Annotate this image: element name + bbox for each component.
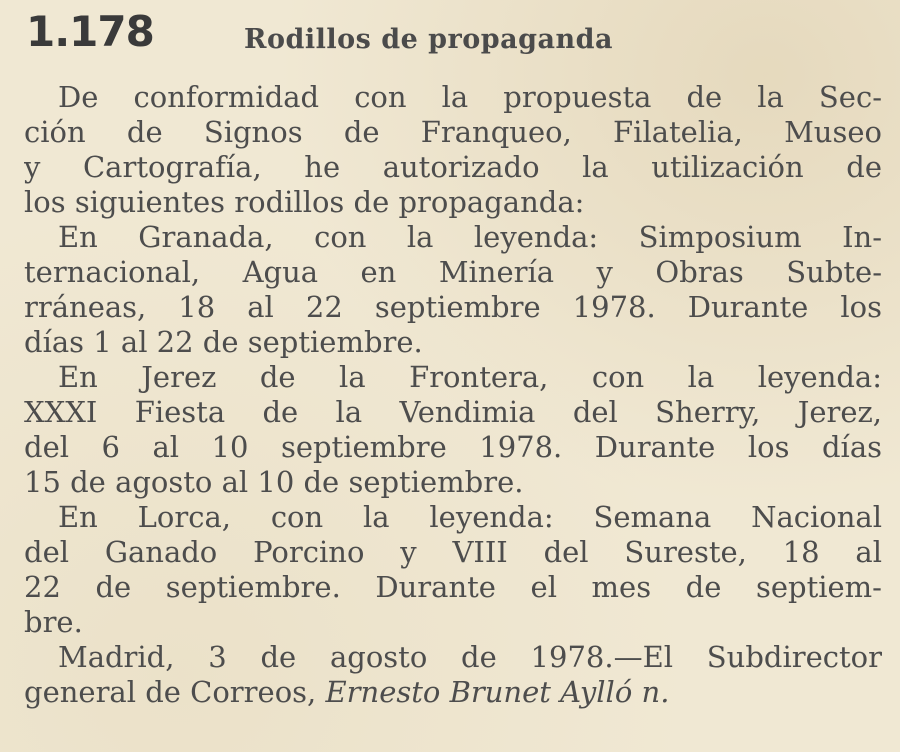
text-line: En Lorca, con la leyenda: Semana Nacional	[58, 500, 882, 534]
article-header	[26, 6, 886, 66]
text-line: del Ganado Porcino y VIII del Sureste, 18 al	[24, 535, 882, 569]
text-line: ción de Signos de Franqueo, Filatelia, Museo	[24, 115, 882, 149]
text-line: De conformidad con la propuesta de la Sec-	[58, 80, 882, 114]
text-line: bre.	[24, 605, 83, 639]
text-line: días 1 al 22 de septiembre.	[24, 325, 423, 359]
text-line: En Jerez de la Frontera, con la leyenda:	[58, 360, 882, 394]
signatory-name: Ernesto Brunet Aylló n.	[325, 675, 670, 709]
text-line: los siguientes rodillos de propaganda:	[24, 185, 585, 219]
text-line: 15 de agosto al 10 de septiembre.	[24, 465, 524, 499]
article-body	[24, 80, 882, 710]
article-title: Rodillos de propaganda	[244, 24, 614, 55]
signature-prefix: general de Correos,	[24, 675, 326, 709]
text-line: En Granada, con la leyenda: Simposium In-	[58, 220, 882, 254]
article-number: 1.178	[26, 7, 154, 56]
closing-line: Madrid, 3 de agosto de 1978.—El Subdirector	[58, 640, 882, 674]
text-line: del 6 al 10 septiembre 1978. Durante los días	[24, 430, 882, 464]
closing-signature-line	[24, 675, 882, 710]
text-line: 22 de septiembre. Durante el mes de septiem-	[24, 570, 882, 604]
text-line: rráneas, 18 al 22 septiembre 1978. Durante los	[24, 290, 882, 324]
text-line: y Cartografía, he autorizado la utilización de	[24, 150, 882, 184]
text-line: ternacional, Agua en Minería y Obras Subte-	[24, 255, 882, 289]
text-line: XXXI Fiesta de la Vendimia del Sherry, Jerez,	[24, 395, 882, 429]
